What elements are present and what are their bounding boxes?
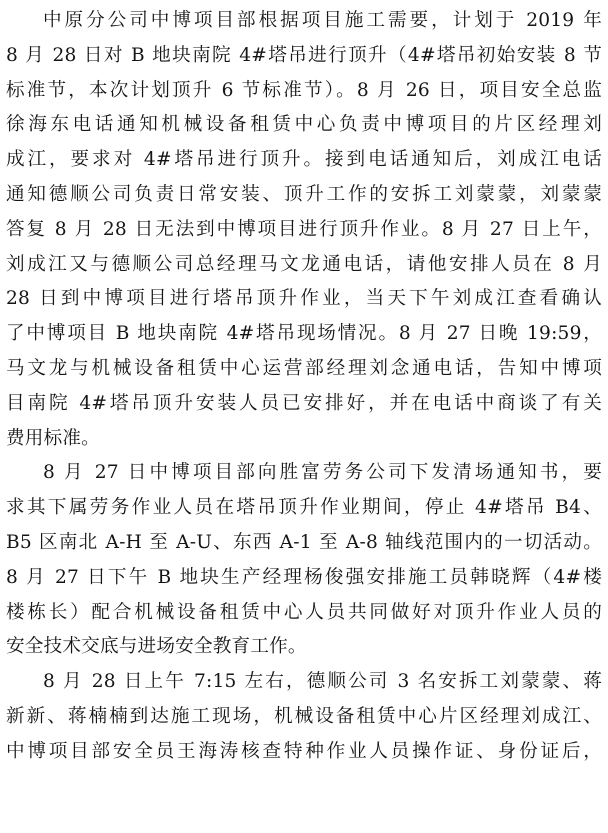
text-line: 8 月 28 日对 B 地块南院 4#塔吊进行顶升（4#塔吊初始安装 8 节 <box>6 44 602 66</box>
paragraph-1 <box>6 4 602 456</box>
text-line: 成江，要求对 4#塔吊进行顶升。接到电话通知后，刘成江电话 <box>6 149 602 171</box>
text-line: 中博项目部安全员王海涛核查特种作业人员操作证、身份证后， <box>6 740 602 762</box>
text-line: 8 月 27 日下午 B 地块生产经理杨俊强安排施工员韩晓辉（4#楼 <box>6 566 602 588</box>
text-line: 马文龙与机械设备租赁中心运营部经理刘念通电话，告知中博项 <box>6 357 602 379</box>
text-line: 标准节，本次计划顶升 6 节标准节）。8 月 26 日，项目安全总监 <box>6 79 602 101</box>
text-line: 28 日到中博项目进行塔吊顶升作业，当天下午刘成江查看确认 <box>6 288 602 310</box>
text-line: 8 月 27 日中博项目部向胜富劳务公司下发清场通知书，要 <box>43 462 602 484</box>
text-line: 费用标准。 <box>6 427 100 449</box>
text-line: 中原分公司中博项目部根据项目施工需要，计划于 2019 年 <box>43 10 602 31</box>
text-line: B5 区南北 A-H 至 A-U、东西 A-1 至 A-8 轴线范围内的一切活动。 <box>6 531 602 553</box>
text-line: 通知德顺公司负责日常安装、顶升工作的安拆工刘蒙蒙，刘蒙蒙 <box>6 183 602 205</box>
paragraph-3 <box>6 665 602 769</box>
paragraph-2 <box>6 456 602 665</box>
text-line: 8 月 28 日上午 7:15 左右，德顺公司 3 名安拆工刘蒙蒙、蒋 <box>43 671 602 693</box>
text-line: 目南院 4#塔吊顶升安装人员已安排好，并在电话中商谈了有关 <box>6 392 602 414</box>
text-line: 了中博项目 B 地块南院 4#塔吊现场情况。8 月 27 日晚 19:59， <box>6 323 602 345</box>
text-line: 求其下属劳务作业人员在塔吊顶升作业期间，停止 4#塔吊 B4、 <box>6 497 602 519</box>
text-line: 徐海东电话通知机械设备租赁中心负责中博项目的片区经理刘 <box>6 114 602 136</box>
text-line: 楼栋长）配合机械设备租赁中心人员共同做好对顶升作业人员的 <box>6 601 602 623</box>
text-line: 答复 8 月 28 日无法到中博项目进行顶升作业。8 月 27 日上午， <box>6 218 602 240</box>
text-line: 新新、蒋楠楠到达施工现场，机械设备租赁中心片区经理刘成江、 <box>6 705 602 727</box>
text-line: 安全技术交底与进场安全教育工作。 <box>6 636 307 658</box>
text-line: 刘成江又与德顺公司总经理马文龙通电话，请他安排人员在 8 月 <box>6 253 602 275</box>
